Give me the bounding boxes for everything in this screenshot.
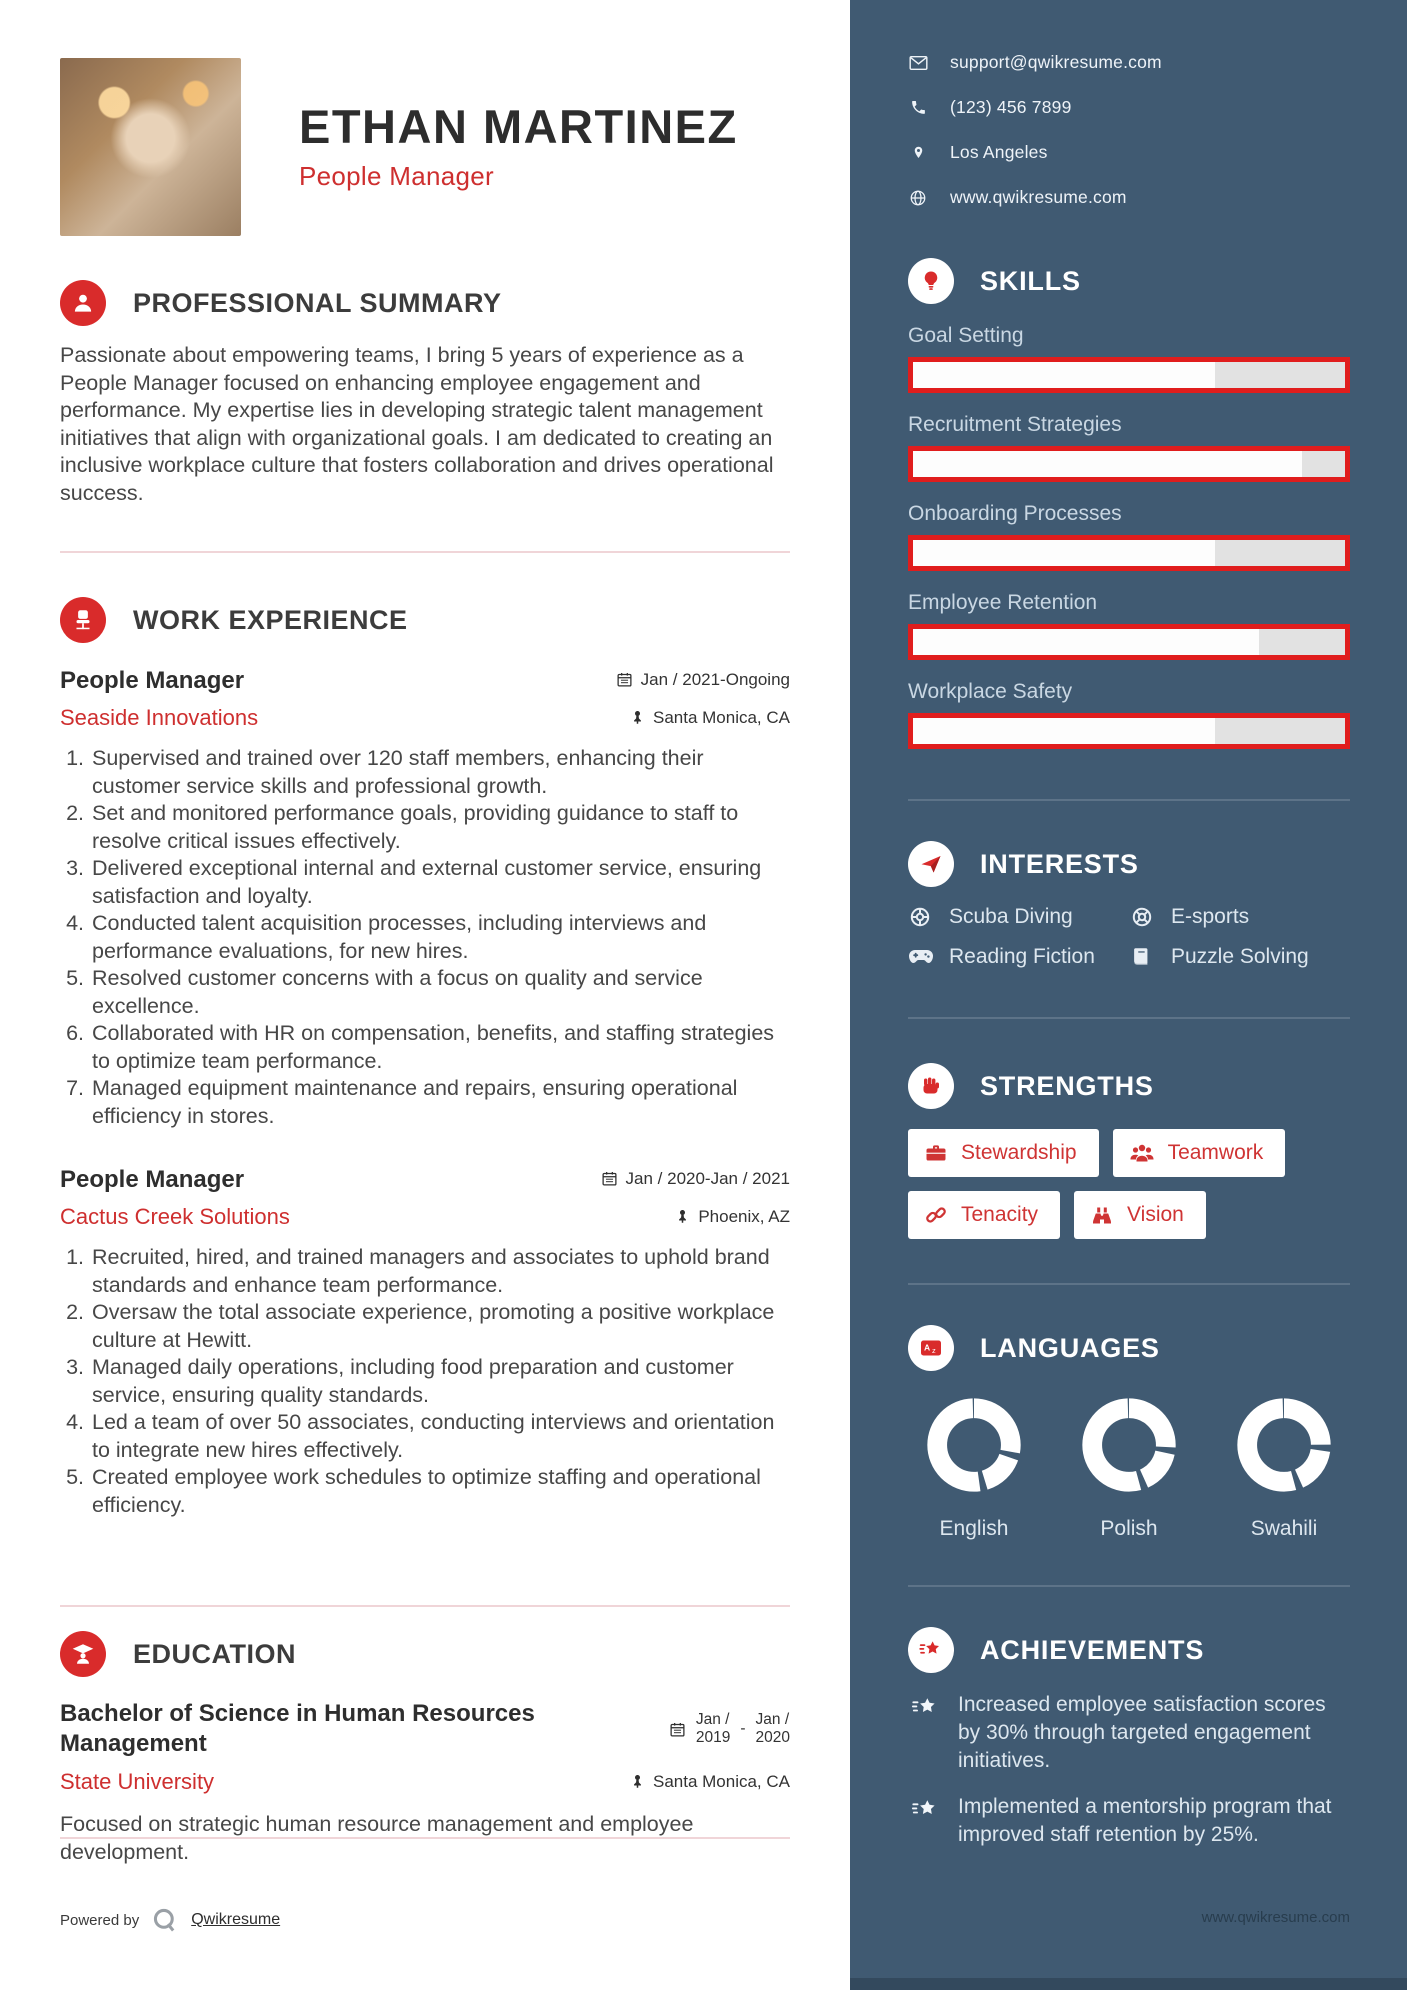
pushpin-icon — [630, 1774, 645, 1789]
svg-text:z: z — [932, 1346, 936, 1355]
job-bullet: 4. Conducted talent acquisition processes, including interviews and performance evaluations, for new hires. — [90, 910, 790, 965]
lightbulb-icon — [908, 258, 954, 304]
education-section-header — [60, 1631, 790, 1677]
job-bullet: 1. Supervised and trained over 120 staff members, enhancing their customer service skills and professional growth. — [90, 745, 790, 800]
person-name: ETHAN MARTINEZ — [299, 99, 738, 153]
job-title: People Manager — [60, 667, 245, 694]
achievements-heading: ACHIEVEMENTS — [980, 1634, 1205, 1665]
skills-section-header — [908, 258, 1350, 304]
skills-heading: SKILLS — [980, 265, 1081, 296]
interest-item: Scuba Diving — [908, 905, 1130, 929]
skill-bar — [908, 357, 1350, 393]
calendar-icon — [669, 1721, 686, 1738]
job-company: Cactus Creek Solutions — [60, 1204, 290, 1229]
fist-icon — [908, 1063, 954, 1109]
education-description: Focused on strategic human resource management and employee development. — [60, 1812, 694, 1864]
job-location: Phoenix, AZ — [675, 1207, 790, 1227]
language-donut-chart — [926, 1397, 1022, 1493]
language-item: Polish — [1069, 1397, 1189, 1541]
skill-bar — [908, 446, 1350, 482]
person-bust-icon — [60, 280, 106, 326]
translate-icon — [908, 1325, 954, 1371]
contact-website[interactable]: www.qwikresume.com — [950, 187, 1127, 207]
language-item: English — [914, 1397, 1034, 1541]
divider — [60, 551, 790, 553]
skill-bar — [908, 713, 1350, 749]
job-bullet: 7. Managed equipment maintenance and repairs, ensuring operational efficiency in stores. — [90, 1075, 790, 1130]
job-bullet-list — [60, 1244, 790, 1519]
contact-phone: (123) 456 7899 — [950, 97, 1072, 117]
qwikresume-link[interactable]: Qwikresume — [191, 1911, 281, 1928]
strength-chip: Vision — [1074, 1191, 1206, 1239]
achievement-item: Implemented a mentorship program that improved staff retention by 25%. — [908, 1793, 1350, 1849]
job-company: Seaside Innovations — [60, 705, 259, 730]
team-icon — [1129, 1142, 1155, 1164]
languages-list — [908, 1397, 1350, 1541]
job-bullet: 5. Resolved customer concerns with a focus on quality and service excellence. — [90, 965, 790, 1020]
office-chair-icon — [60, 597, 106, 643]
divider — [60, 1605, 790, 1607]
languages-section-header — [908, 1325, 1350, 1371]
strength-chip: Stewardship — [908, 1129, 1099, 1177]
contact-email-row — [908, 52, 1350, 73]
education-location: Santa Monica, CA — [630, 1772, 790, 1792]
strengths-section-header — [908, 1063, 1350, 1109]
divider — [908, 1283, 1350, 1285]
interests-section-header — [908, 841, 1350, 887]
achievements-section-header — [908, 1627, 1350, 1673]
divider — [908, 1017, 1350, 1019]
job-bullet: 1. Recruited, hired, and trained managers and associates to uphold brand standards and enhance team performance. — [90, 1244, 790, 1299]
book-icon — [1130, 945, 1156, 969]
divider — [908, 1585, 1350, 1587]
divider — [908, 799, 1350, 801]
job-entry — [60, 1166, 790, 1519]
strengths-heading: STRENGTHS — [980, 1070, 1154, 1101]
sidebar-bottom-strip — [850, 1978, 1407, 1990]
summary-text: Passionate about empowering teams, I bring 5 years of experience as a People Manager focused on enhancing employee engagement and performance. My expertise lies in developing strategic talent management initiatives that align with organizational goals. I am dedicated to creating an inclusive workplace culture that fosters collaboration and drives operational success. — [60, 343, 774, 505]
shooting-star-icon — [908, 1793, 942, 1849]
skill-item: Recruitment Strategies — [908, 413, 1350, 482]
footer — [60, 1906, 280, 1934]
qwikresume-logo-icon — [151, 1906, 179, 1934]
pushpin-icon — [675, 1209, 690, 1224]
svg-text:A: A — [924, 1342, 931, 1353]
job-bullet: 2. Set and monitored performance goals, providing guidance to staff to resolve critical issues effectively. — [90, 800, 790, 855]
job-bullet: 2. Oversaw the total associate experience, promoting a positive workplace culture at Hewitt. — [90, 1299, 790, 1354]
chain-link-icon — [924, 1203, 948, 1227]
language-donut-chart — [1081, 1397, 1177, 1493]
skill-bar — [908, 624, 1350, 660]
calendar-icon — [616, 671, 633, 688]
globe-icon — [908, 189, 928, 207]
briefcase-icon — [924, 1141, 948, 1165]
interest-item: Reading Fiction — [908, 945, 1130, 969]
work-section-header — [60, 597, 790, 643]
mail-icon — [908, 55, 928, 71]
education-entry — [60, 1699, 790, 1759]
skill-item: Employee Retention — [908, 591, 1350, 660]
job-bullet: 5. Created employee work schedules to optimize staffing and operational efficiency. — [90, 1464, 790, 1519]
job-bullet: 3. Delivered exceptional internal and external customer service, ensuring satisfaction and loyalty. — [90, 855, 790, 910]
sidebar — [850, 0, 1407, 1990]
skill-item: Goal Setting — [908, 324, 1350, 393]
profile-photo — [60, 58, 241, 236]
job-bullet-list — [60, 745, 790, 1130]
contact-location-row — [908, 142, 1350, 163]
shooting-star-icon — [908, 1691, 942, 1775]
interests-heading: INTERESTS — [980, 848, 1139, 879]
map-pin-icon — [908, 144, 928, 162]
skill-item: Workplace Safety — [908, 680, 1350, 749]
binoculars-icon — [1090, 1203, 1114, 1227]
contact-website-row — [908, 187, 1350, 208]
job-title: People Manager — [60, 1166, 245, 1193]
summary-section-header — [60, 280, 790, 326]
language-donut-chart — [1236, 1397, 1332, 1493]
strength-chip: Teamwork — [1113, 1129, 1286, 1177]
strengths-list — [908, 1129, 1350, 1239]
achievement-item: Increased employee satisfaction scores by 30% through targeted engagement initiatives. — [908, 1691, 1350, 1775]
job-bullet: 3. Managed daily operations, including food preparation and customer service, ensuring quality standards. — [90, 1354, 790, 1409]
school-name: State University — [60, 1769, 215, 1794]
gamepad-icon — [908, 947, 934, 967]
job-entry — [60, 667, 790, 1130]
strength-chip: Tenacity — [908, 1191, 1060, 1239]
job-bullet: 6. Collaborated with HR on compensation, benefits, and staffing strategies to optimize team performance. — [90, 1020, 790, 1075]
education-dates: Jan / 2019 - Jan / 2020 — [669, 1699, 790, 1759]
interest-item: E-sports — [1130, 905, 1350, 929]
work-heading: WORK EXPERIENCE — [133, 604, 408, 635]
contact-location: Los Angeles — [950, 142, 1048, 162]
skill-item: Onboarding Processes — [908, 502, 1350, 571]
interest-item: Puzzle Solving — [1130, 945, 1350, 969]
job-date: Jan / 2020-Jan / 2021 — [601, 1169, 790, 1189]
language-item: Swahili — [1224, 1397, 1344, 1541]
contact-phone-row — [908, 97, 1350, 118]
identity-header — [60, 58, 790, 236]
pushpin-icon — [630, 710, 645, 725]
graduate-icon — [60, 1631, 106, 1677]
watermark: www.qwikresume.com — [1201, 1909, 1350, 1926]
contact-email[interactable]: support@qwikresume.com — [950, 52, 1162, 72]
languages-heading: LANGUAGES — [980, 1332, 1160, 1363]
lifebuoy-icon — [1130, 905, 1156, 929]
phone-icon — [908, 99, 928, 116]
shooting-star-icon — [908, 1627, 954, 1673]
job-date: Jan / 2021-Ongoing — [616, 670, 790, 690]
job-bullet: 4. Led a team of over 50 associates, conducting interviews and orientation to integrate new hires effectively. — [90, 1409, 790, 1464]
summary-heading: PROFESSIONAL SUMMARY — [133, 287, 502, 318]
person-title: People Manager — [299, 161, 494, 192]
interests-list — [908, 905, 1350, 969]
powered-by-label: Powered by — [60, 1911, 140, 1929]
degree-title: Bachelor of Science in Human Resources Management — [60, 1700, 535, 1757]
divider — [60, 1837, 790, 1839]
skill-bar — [908, 535, 1350, 571]
paper-plane-icon — [908, 841, 954, 887]
ship-wheel-icon — [908, 905, 934, 929]
education-heading: EDUCATION — [133, 1638, 296, 1669]
calendar-icon — [601, 1170, 618, 1187]
job-location: Santa Monica, CA — [630, 708, 790, 728]
